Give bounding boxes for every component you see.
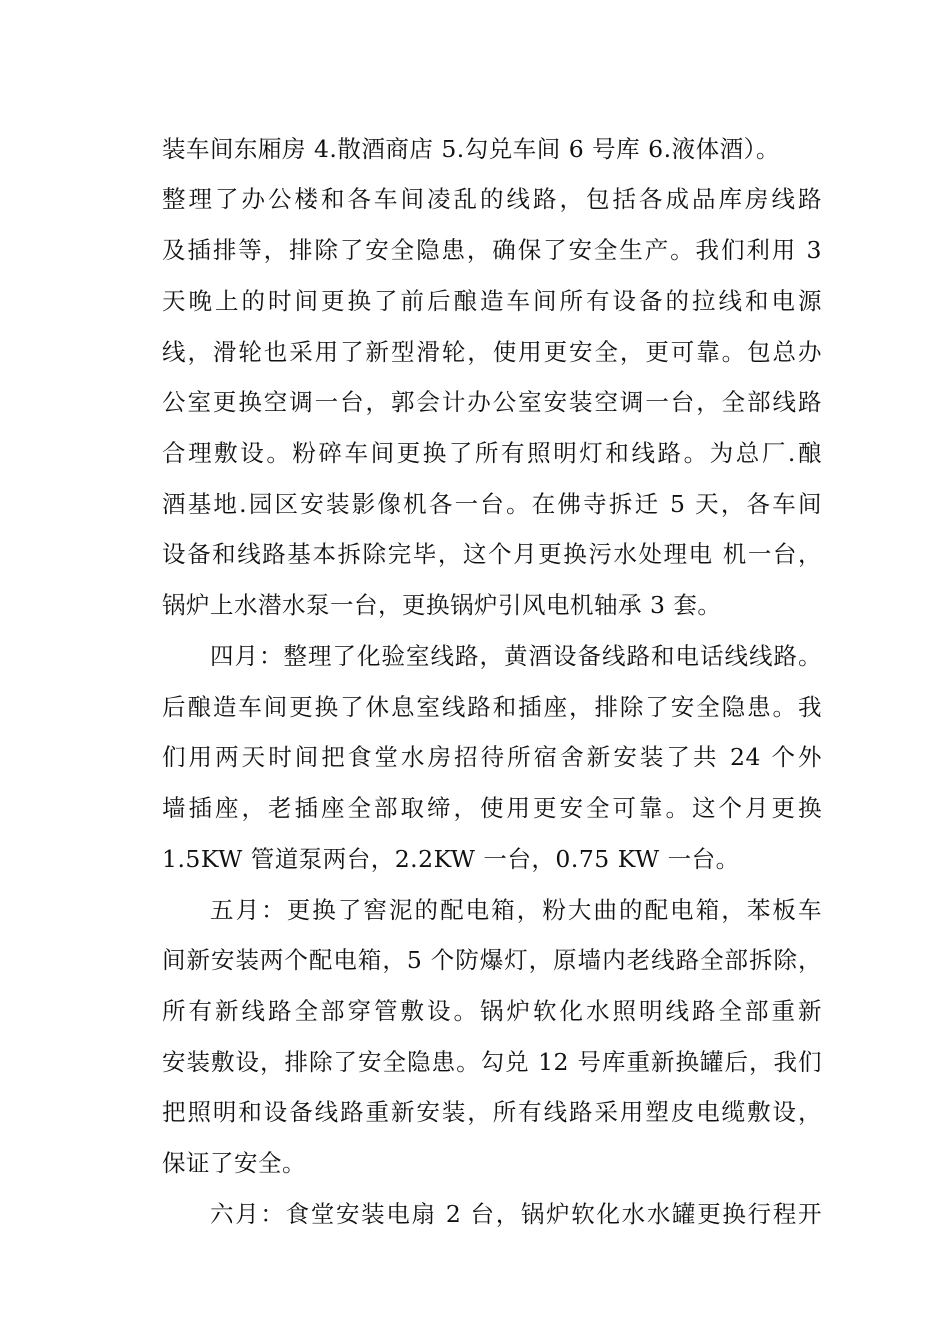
text-line-10: 锅炉上水潜水泵一台，更换锅炉引风电机轴承 3 套。 xyxy=(162,591,722,619)
paragraph-april-line-1: 四月：整理了化验室线路，黄酒设备线路和电话线线路。 xyxy=(210,642,822,670)
text-line-9: 设备和线路基本拆除完毕，这个月更换污水处理电 机一台， xyxy=(162,540,822,568)
text-line-7: 合理敷设。粉碎车间更换了所有照明灯和线路。为总厂.酿 xyxy=(162,439,822,467)
text-line-20: 把照明和设备线路重新安装，所有线路采用塑皮电缆敷设， xyxy=(162,1098,822,1126)
text-line-13: 们用两天时间把食堂水房招待所宿舍新安装了共 24 个外 xyxy=(162,743,822,771)
text-line-2: 整理了办公楼和各车间凌乱的线路，包括各成品库房线路 xyxy=(162,185,822,213)
text-line-1: 装车间东厢房 4.散酒商店 5.勾兑车间 6 号库 6.液体酒）。 xyxy=(162,135,780,163)
text-line-19: 安装敷设，排除了安全隐患。勾兑 12 号库重新换罐后，我们 xyxy=(162,1048,822,1076)
text-line-21: 保证了安全。 xyxy=(162,1149,306,1177)
text-line-17: 间新安装两个配电箱，5 个防爆灯，原墙内老线路全部拆除， xyxy=(162,946,822,974)
paragraph-may-line-1: 五月：更换了窖泥的配电箱，粉大曲的配电箱，苯板车 xyxy=(210,896,822,924)
text-line-6: 公室更换空调一台，郭会计办公室安装空调一台，全部线路 xyxy=(162,388,822,416)
text-line-8: 酒基地.园区安装影像机各一台。在佛寺拆迁 5 天，各车间 xyxy=(162,490,822,518)
text-line-4: 天晚上的时间更换了前后酿造车间所有设备的拉线和电源 xyxy=(162,287,822,315)
text-line-3: 及插排等，排除了安全隐患，确保了安全生产。我们利用 3 xyxy=(162,236,822,264)
text-line-15: 1.5KW 管道泵两台，2.2KW 一台，0.75 KW 一台。 xyxy=(162,845,740,873)
text-line-18: 所有新线路全部穿管敷设。锅炉软化水照明线路全部重新 xyxy=(162,997,822,1025)
text-line-5: 线，滑轮也采用了新型滑轮，使用更安全，更可靠。包总办 xyxy=(162,338,822,366)
text-line-12: 后酿造车间更换了休息室线路和插座，排除了安全隐患。我 xyxy=(162,693,822,721)
paragraph-june-line-1: 六月：食堂安装电扇 2 台，锅炉软化水水罐更换行程开 xyxy=(210,1200,822,1228)
text-line-14: 墙插座，老插座全部取缔，使用更安全可靠。这个月更换 xyxy=(162,794,822,822)
